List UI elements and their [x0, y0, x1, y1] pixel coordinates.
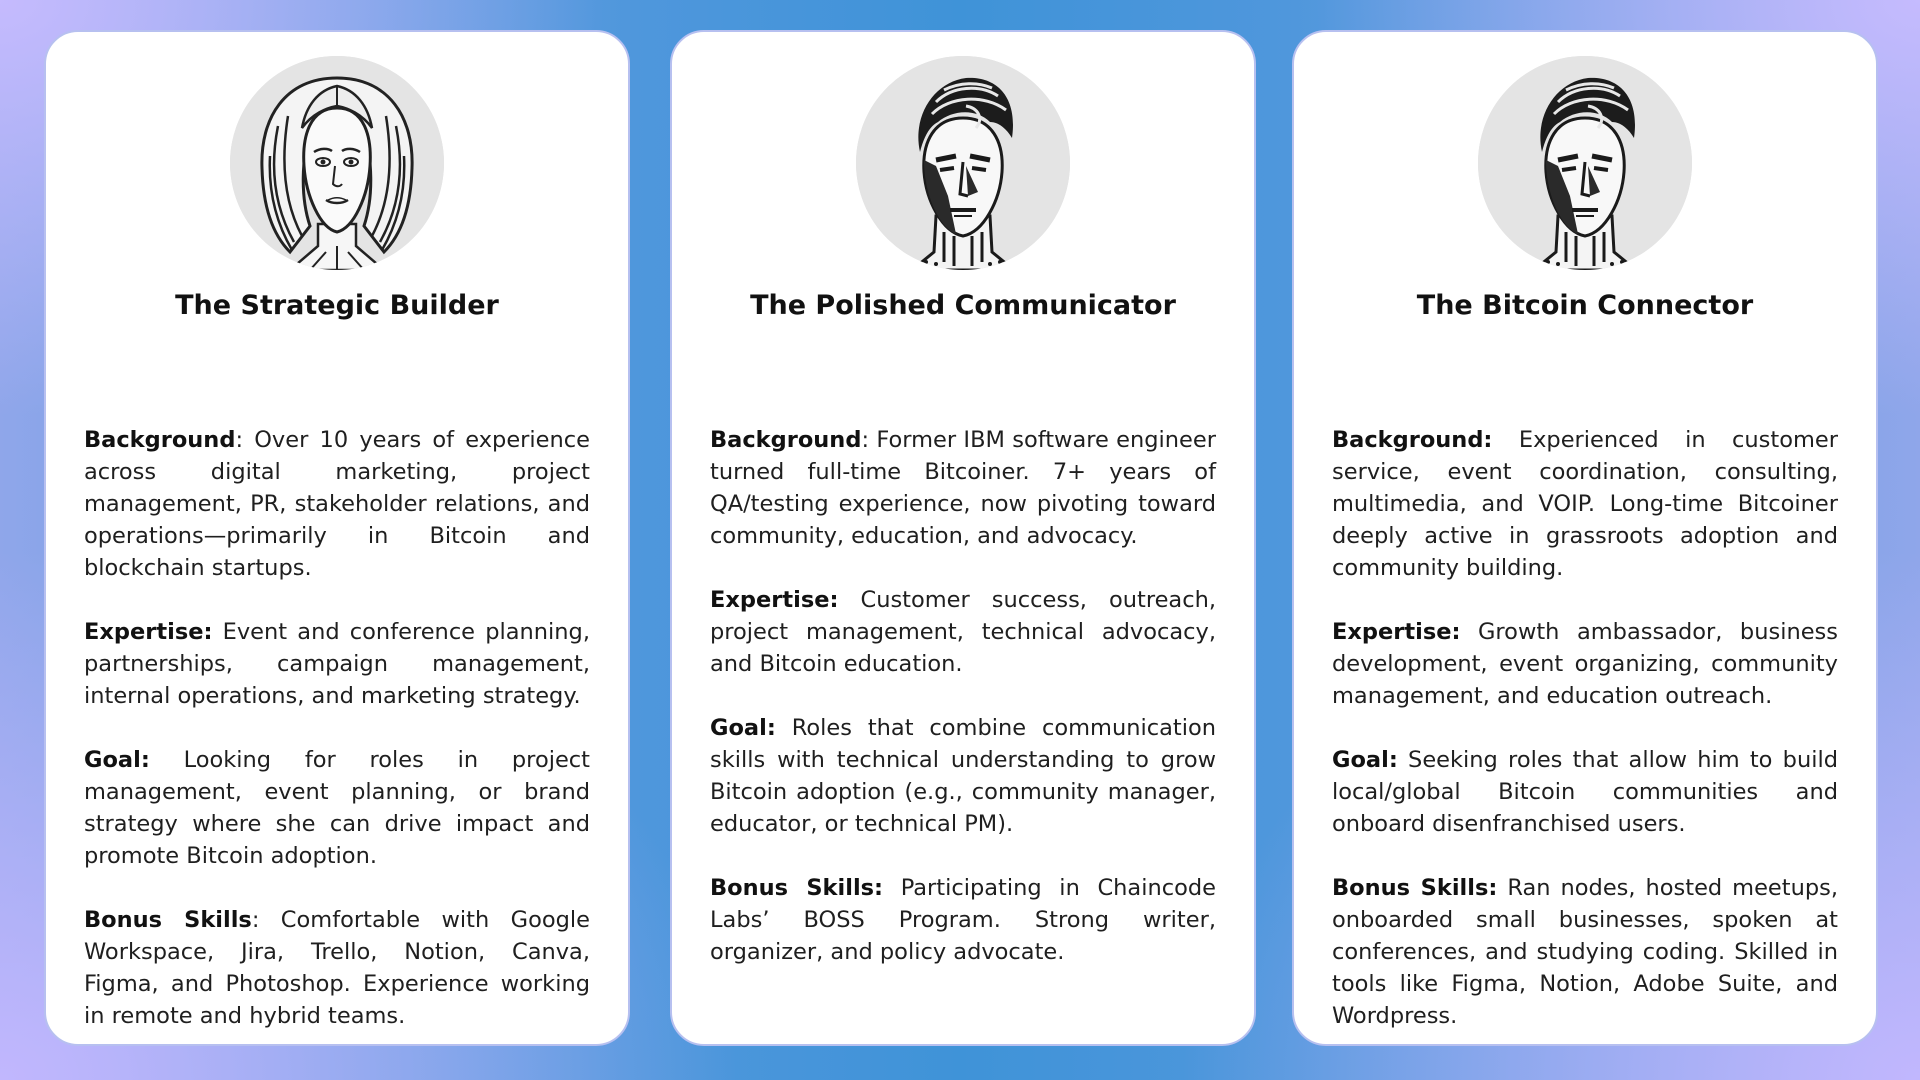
section-text: Customer success, outreach, project management, technical advocacy, and Bitcoin education. — [710, 587, 1216, 677]
bonus-skills-paragraph — [710, 872, 1216, 968]
section-label: Expertise: — [84, 619, 213, 645]
expertise-paragraph — [84, 616, 590, 712]
man-portrait-icon — [1478, 56, 1692, 270]
goal-paragraph — [710, 712, 1216, 840]
woman-portrait-icon — [230, 56, 444, 270]
card-title: The Polished Communicator — [750, 290, 1176, 321]
persona-card-strategic-builder — [44, 30, 630, 1046]
section-label: Bonus Skills — [84, 907, 252, 933]
bonus-skills-paragraph — [1332, 872, 1838, 1032]
section-label: Bonus Skills: — [1332, 875, 1498, 901]
section-label: Background — [84, 427, 236, 453]
card-content — [84, 424, 590, 1064]
card-content — [1332, 424, 1838, 1064]
section-text: Event and conference planning, partnerships, campaign management, internal operations, and marketing strategy. — [84, 619, 590, 709]
background-paragraph — [84, 424, 590, 584]
section-text: Experienced in customer service, event coordination, consulting, multimedia, and VOIP. Long-time Bitcoiner deeply active in grassroots adoption and community building. — [1332, 427, 1838, 581]
section-text: Looking for roles in project management, event planning, or brand strategy where she can drive impact and promote Bitcoin adoption. — [84, 747, 590, 869]
section-text: Participating in Chaincode Labs’ BOSS Program. Strong writer, organizer, and policy advocate. — [710, 875, 1216, 965]
section-label: Goal: — [1332, 747, 1398, 773]
section-label-separator: : — [251, 907, 260, 933]
card-title: The Strategic Builder — [175, 290, 499, 321]
section-label: Goal: — [710, 715, 776, 741]
background-paragraph — [1332, 424, 1838, 584]
section-text: Roles that combine communication skills with technical understanding to grow Bitcoin adoption (e.g., community manager, educator, or technical PM). — [710, 715, 1216, 837]
expertise-paragraph — [1332, 616, 1838, 712]
section-text: Over 10 years of experience across digital marketing, project management, PR, stakeholder relations, and operations—primarily in Bitcoin and blockchain startups. — [84, 427, 590, 581]
card-content — [710, 424, 1216, 1000]
man-portrait-icon — [856, 56, 1070, 270]
section-text: Comfortable with Google Workspace, Jira, Trello, Notion, Canva, Figma, and Photoshop. Experience working in remote and hybrid teams. — [84, 907, 590, 1029]
section-label: Background — [710, 427, 862, 453]
persona-card-polished-communicator — [670, 30, 1256, 1046]
section-label: Background: — [1332, 427, 1493, 453]
section-label: Goal: — [84, 747, 150, 773]
section-text: Seeking roles that allow him to build local/global Bitcoin communities and onboard disenfranchised users. — [1332, 747, 1838, 837]
section-text: Former IBM software engineer turned full-time Bitcoiner. 7+ years of QA/testing experience, now pivoting toward community, education, and advocacy. — [710, 427, 1216, 549]
section-label-separator: : — [235, 427, 244, 453]
background-paragraph — [710, 424, 1216, 552]
section-label-separator: : — [861, 427, 870, 453]
expertise-paragraph — [710, 584, 1216, 680]
section-label: Bonus Skills: — [710, 875, 884, 901]
bonus-skills-paragraph — [84, 904, 590, 1032]
section-label: Expertise: — [1332, 619, 1461, 645]
card-title: The Bitcoin Connector — [1416, 290, 1754, 321]
section-label: Expertise: — [710, 587, 839, 613]
section-text: Ran nodes, hosted meetups, onboarded small businesses, spoken at conferences, and studying coding. Skilled in tools like Figma, Notion, Adobe Suite, and Wordpress. — [1332, 875, 1838, 1029]
goal-paragraph — [1332, 744, 1838, 840]
goal-paragraph — [84, 744, 590, 872]
persona-card-bitcoin-connector — [1292, 30, 1878, 1046]
section-text: Growth ambassador, business development, event organizing, community management, and education outreach. — [1332, 619, 1838, 709]
